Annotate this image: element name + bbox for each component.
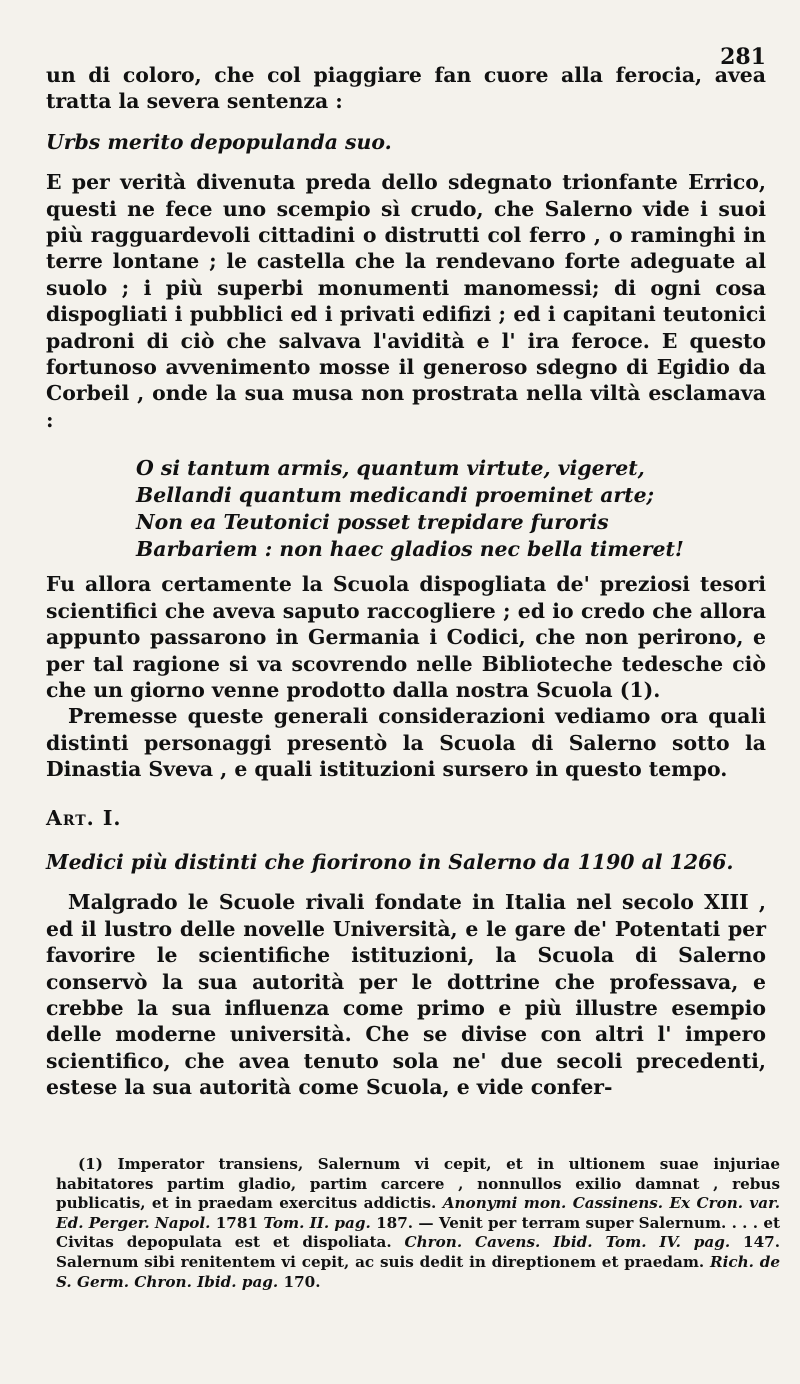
latin-verse: [136, 455, 766, 563]
verse-line-4: Barbariem : non haec gladios nec bella timeret!: [136, 537, 684, 562]
latin-quote: Urbs merito depopulanda suo.: [46, 129, 392, 154]
footnotes: [56, 1155, 780, 1292]
paragraph-5: Malgrado le Scuole rivali fondate in Italia nel secolo XIII , ed il lustro delle novelle Università, e le gare de' Potentati per favorire le scientifiche istituzioni, la Scuola di Salerno conservò la sua autorità per le dottrine che professava, e crebbe la sua influenza come primo e più illustre esempio delle moderne università. Che se divise con altri l' impero scientifico, che avea tenuto sola ne' due secoli precedenti, estese la sua autorità come Scuola, e vide confer-: [46, 890, 766, 1100]
footnote-text-5: 170.: [278, 1272, 321, 1291]
paragraph-3: Fu allora certamente la Scuola dispogliata de' preziosi tesori scientifici che aveva saputo raccogliere ; ed io credo che allora appunto passarono in Germania i Codici, che non perirono, e per tal ragione si va scovrendo nelle Biblioteche tedesche ciò che un giorno venne prodotto dalla nostra Scuola (1).: [46, 572, 766, 702]
verse-line-2: Bellandi quantum medicandi proeminet arte;: [136, 483, 655, 508]
footnote-1: [56, 1155, 780, 1292]
verse-line-1: O si tantum armis, quantum virtute, vigeret,: [136, 456, 645, 481]
paragraph-4: Premesse queste generali considerazioni vediamo ora quali distinti personaggi presentò la Scuola di Salerno sotto la Dinastia Sveva , e quali istituzioni sursero in questo tempo.: [46, 704, 766, 782]
footnote-text-2: 1781: [210, 1213, 264, 1232]
paragraph-1: un di coloro, che col piaggiare fan cuore alla ferocia, avea tratta la severa sentenza :: [46, 63, 766, 114]
verse-line-3: Non ea Teutonici posset trepidare furoris: [136, 510, 609, 535]
paragraph-2: E per verità divenuta preda dello sdegnato trionfante Errico, questi ne fece uno scempio sì crudo, che Salerno vide i suoi più ragguardevoli cittadini o distrutti col ferro , o raminghi in terre lontane ; le castella che la rendevano forte adeguate al suolo ; i più superbi monumenti manomessi; di ogni cosa dispogliati i pubblici ed i privati edifizi ; ed i capitani teutonici padroni di ciò che salvava l'avidità e l' ira feroce. E questo fortunoso avvenimento mosse il generoso sdegno di Egidio da Corbeil , onde la sua musa non prostrata nella viltà esclamava :: [46, 170, 766, 432]
footnote-citation-1: Anonymi mon. Cassinens. Ex Cron. var. Ed. Perger. Napol.: [56, 1194, 780, 1232]
footnote-text-1: (1) Imperator transiens, Salernum vi cepit, et in ultionem suae injuriae habitatores partim gladio, partim carcere , nonnullos exilio damnat , rebus publicatis, et in praedam exercitus addictis.: [56, 1155, 780, 1213]
footnote-citation-2: Tom. II. pag.: [263, 1213, 371, 1232]
page-number: 281: [720, 44, 766, 70]
footnote-text-4: 147. Salernum sibi renitentem vi cepit, ac suis dedit in direptionem et praedam.: [56, 1233, 781, 1271]
section-subheading: Medici più distinti che fiorirono in Salerno da 1190 al 1266.: [46, 849, 734, 874]
footnote-text-3: 187. — Venit per terram super Salernum. . . . et Civitas depopulata est et dispoliata.: [56, 1213, 780, 1252]
article-heading: Art. I.: [46, 805, 122, 830]
footnote-citation-4: Rich. de S. Germ. Chron. Ibid. pag.: [56, 1252, 780, 1291]
footnote-citation-3: Chron. Cavens. Ibid. Tom. IV. pag.: [404, 1233, 731, 1252]
main-text: [46, 62, 766, 1101]
